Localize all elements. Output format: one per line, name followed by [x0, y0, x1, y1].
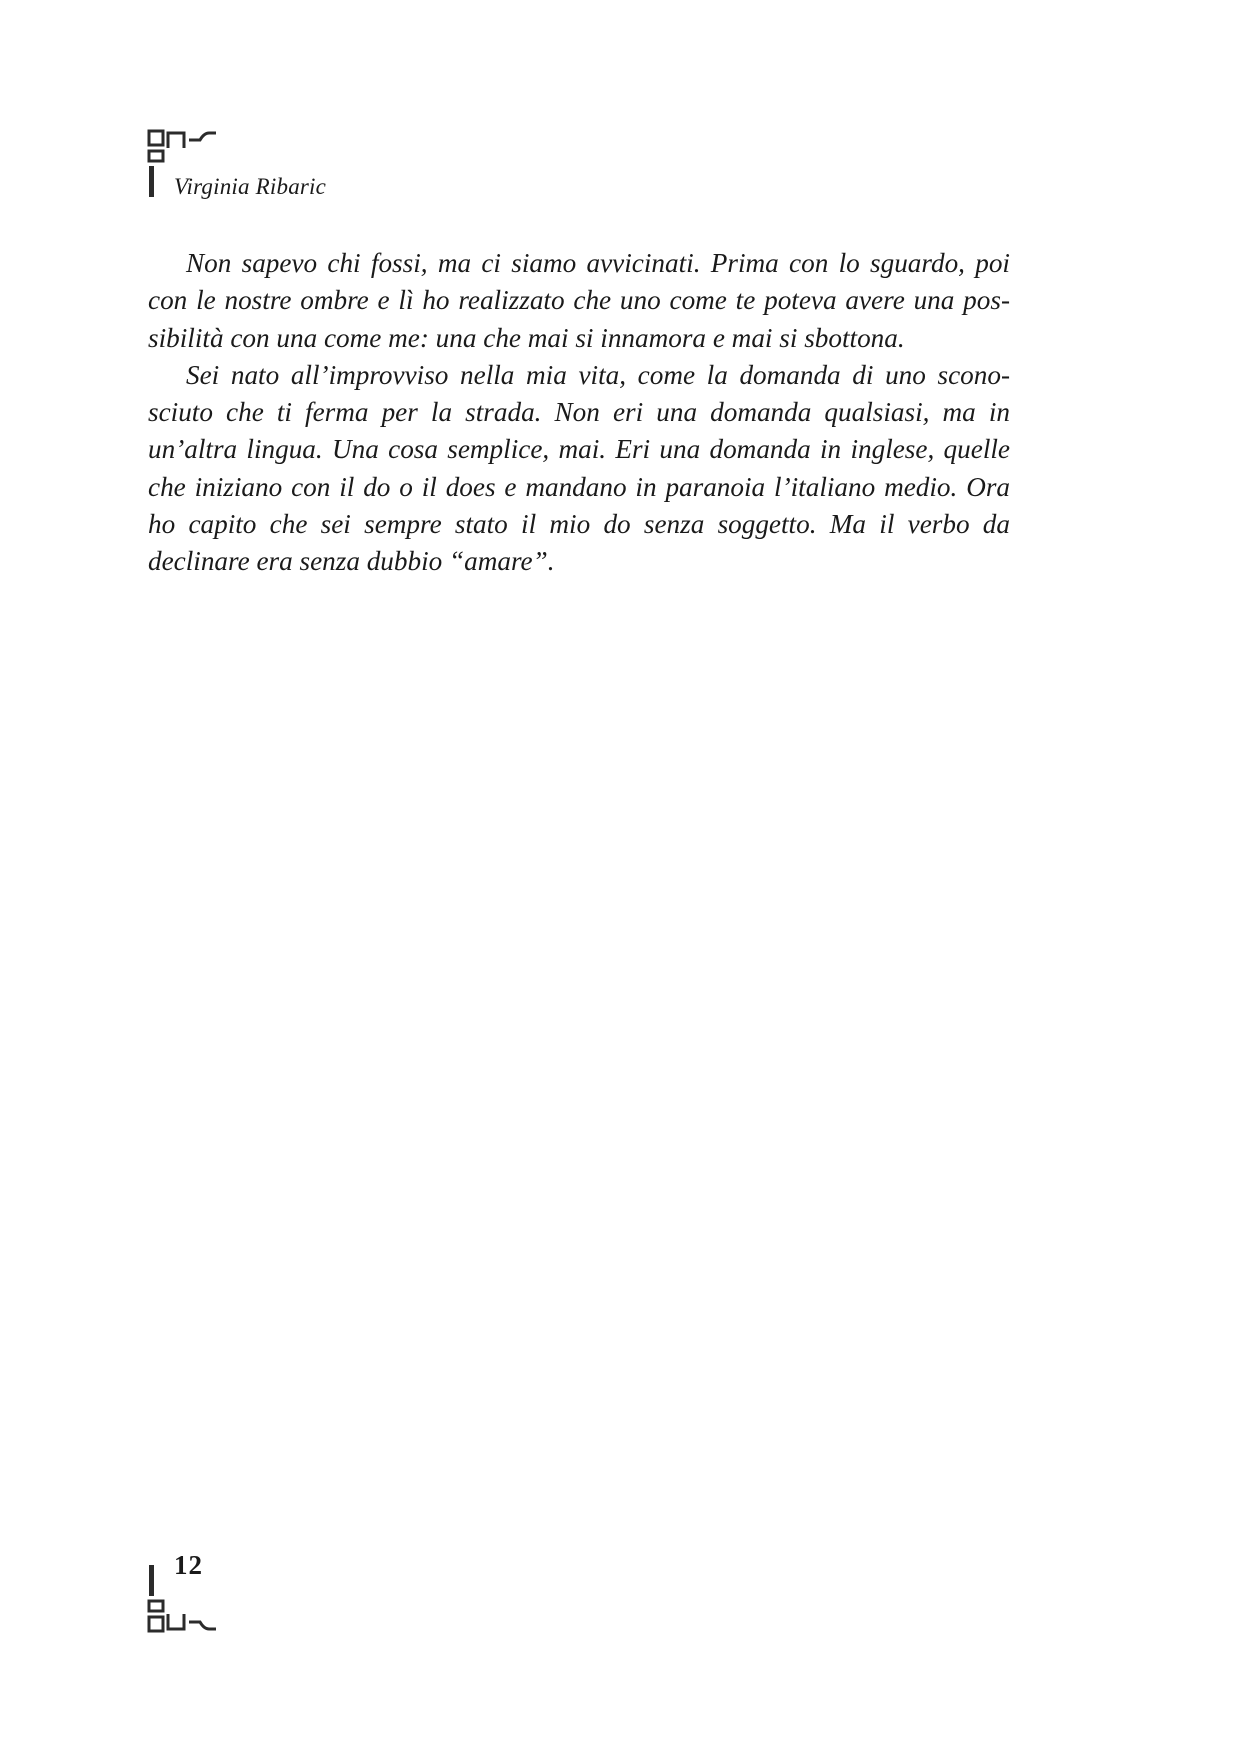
running-head-author: Virginia Ribaric: [174, 174, 327, 199]
body-text: [148, 245, 1010, 581]
paragraph-2: Sei nato all’improvviso nella mia vita, come la domanda di uno sconosciuto che ti ferma per la strada. Non eri una domanda qualsiasi, ma in un’altra lingua. Una cosa semplice, mai. Eri una domanda in inglese, quelle che iniziano con il do o il does e mandano in paranoia l’italiano medio. Ora ho capito che sei sempre stato il mio do senza soggetto. Ma il verbo da declinare era senza dubbio “amare”.: [148, 359, 1010, 577]
page-number: 12: [174, 1550, 203, 1580]
bottom-corner-ornament-icon: [146, 1562, 218, 1634]
paragraph-1: Non sapevo chi fossi, ma ci siamo avvicinati. Prima con lo sguardo, poi con le nostre ombre e lì ho realizzato che uno come te poteva avere una possibilità con una come me: una che mai si innamora e mai si sbottona.: [148, 248, 1010, 353]
